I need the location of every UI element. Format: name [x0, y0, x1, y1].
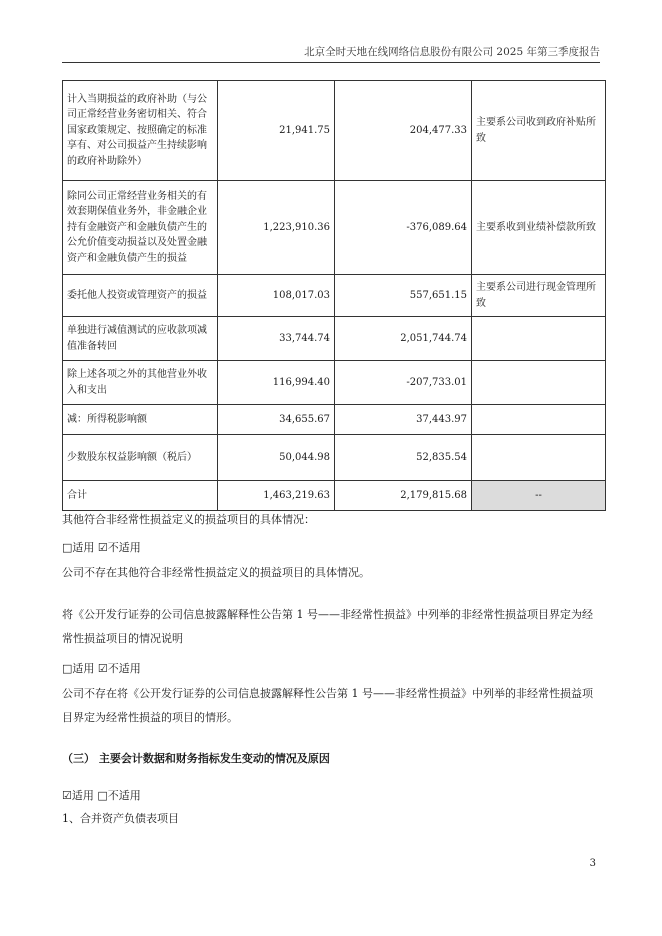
current-period-cell: 1,223,910.36 [218, 181, 335, 275]
ytd-cell: 2,051,744.74 [335, 317, 472, 361]
balance-sheet-heading: 1、合并资产负债表项目 [62, 812, 179, 825]
item-cell: 减：所得税影响额 [63, 405, 218, 435]
report-header: 北京全时天地在线网络信息股份有限公司 2025 年第三季度报告 [304, 46, 600, 58]
item-cell: 少数股东权益影响额（税后） [63, 435, 218, 481]
table-row [63, 181, 606, 275]
table-row [63, 81, 606, 181]
note-cell: -- [472, 481, 606, 511]
non-recurring-items-table [62, 80, 606, 511]
applicability-checkbox-3: ☑适用 □不适用 [62, 789, 141, 802]
page-number: 3 [589, 858, 596, 869]
other-items-paragraph: 其他符合非经常性损益定义的损益项目的具体情况： [62, 513, 315, 526]
table-row [63, 435, 606, 481]
ytd-cell: 557,651.15 [335, 275, 472, 317]
applicability-checkbox-1: □适用 ☑不适用 [62, 541, 141, 554]
current-period-cell: 50,044.98 [218, 435, 335, 481]
ytd-cell: 204,477.33 [335, 81, 472, 181]
current-period-cell: 108,017.03 [218, 275, 335, 317]
current-period-cell: 21,941.75 [218, 81, 335, 181]
ytd-cell: 2,179,815.68 [335, 481, 472, 511]
note-cell [472, 405, 606, 435]
table-row [63, 361, 606, 405]
note-cell: 主要系收到业绩补偿款所致 [472, 181, 606, 275]
current-period-cell: 1,463,219.63 [218, 481, 335, 511]
note-cell [472, 361, 606, 405]
ytd-cell: 37,443.97 [335, 405, 472, 435]
item-cell: 除上述各项之外的其他营业外收入和支出 [63, 361, 218, 405]
no-reclassification-paragraph: 公司不存在将《公开发行证券的公司信息披露解释性公告第 1 号——非经常性损益》中列举的非经常性损益项目界定为经常性损益的项目的情形。 [62, 687, 593, 724]
item-cell: 合计 [63, 481, 218, 511]
note-cell: 主要系公司收到政府补贴所致 [472, 81, 606, 181]
item-cell: 委托他人投资或管理资产的损益 [63, 275, 218, 317]
applicability-checkbox-2: □适用 ☑不适用 [62, 662, 141, 675]
note-cell [472, 317, 606, 361]
current-period-cell: 33,744.74 [218, 317, 335, 361]
ytd-cell: -376,089.64 [335, 181, 472, 275]
ytd-cell: -207,733.01 [335, 361, 472, 405]
ytd-cell: 52,835.54 [335, 435, 472, 481]
note-cell [472, 435, 606, 481]
item-cell: 计入当期损益的政府补助（与公司正常经营业务密切相关、符合国家政策规定、按照确定的标准享有、对公司损益产生持续影响的政府补助除外） [63, 81, 218, 181]
no-other-items-paragraph: 公司不存在其他符合非经常性损益定义的损益项目的具体情况。 [62, 566, 370, 579]
table-row [63, 405, 606, 435]
table-row [63, 275, 606, 317]
table-row [63, 317, 606, 361]
current-period-cell: 34,655.67 [218, 405, 335, 435]
header-rule [62, 62, 600, 63]
section-title: （三） 主要会计数据和财务指标发生变动的情况及原因 [62, 752, 330, 765]
item-cell: 除同公司正常经营业务相关的有效套期保值业务外，非金融企业持有金融资产和金融负债产生的公允价值变动损益以及处置金融资产和金融负债产生的损益 [63, 181, 218, 275]
table-row-total [63, 481, 606, 511]
note-cell: 主要系公司进行现金管理所致 [472, 275, 606, 317]
current-period-cell: 116,994.40 [218, 361, 335, 405]
item-cell: 单独进行减值测试的应收款项减值准备转回 [63, 317, 218, 361]
reclassification-paragraph: 将《公开发行证券的公司信息披露解释性公告第 1 号——非经常性损益》中列举的非经常性损益项目界定为经常性损益项目的情况说明 [62, 608, 593, 645]
